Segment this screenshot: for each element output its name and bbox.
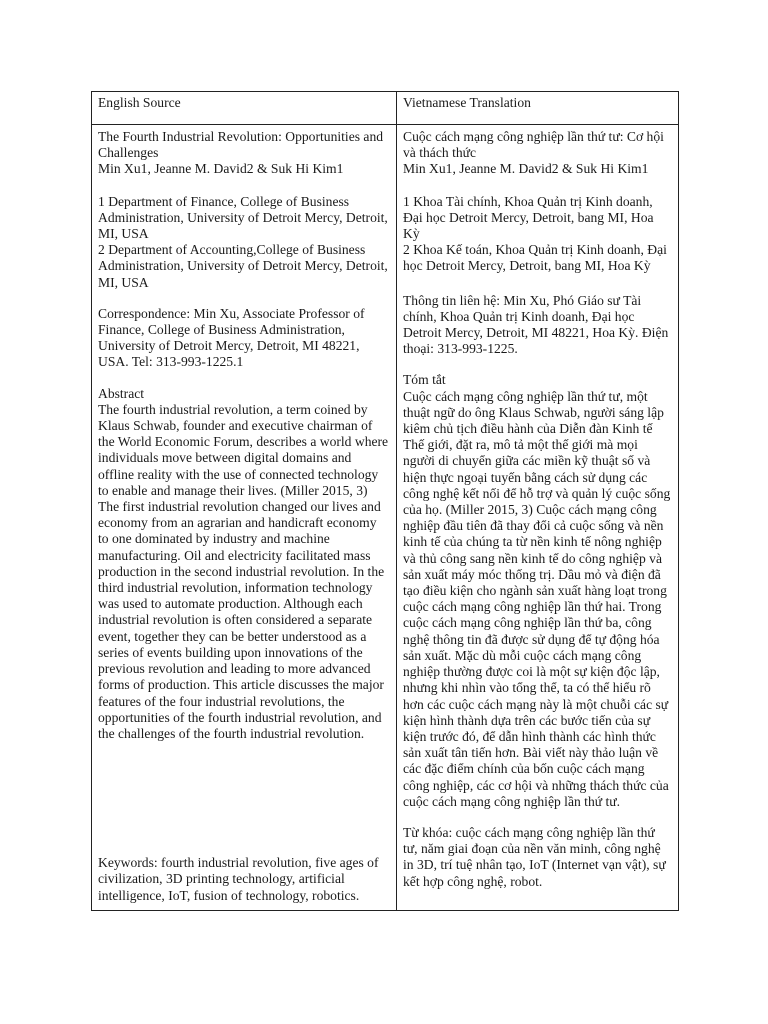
header-vietnamese-translation: Vietnamese Translation [403,95,531,110]
english-title: The Fourth Industrial Revolution: Opportunities and Challenges [98,129,384,161]
header-english-cell [92,92,397,125]
english-keywords: Keywords: fourth industrial revolution, five ages of civilization, 3D printing technology, artificial intelligence, IoT, fusion of technology, robotics. [98,855,379,903]
english-abstract-heading: Abstract [98,385,145,401]
english-affiliation-1: 1 Department of Finance, College of Business Administration, University of Detroit Mercy, Detroit, MI, USA [98,193,388,242]
vietnamese-abstract-heading: Tóm tắt [403,372,446,388]
header-vietnamese-cell [397,92,679,125]
english-abstract-body: The fourth industrial revolution, a term coined by Klaus Schwab, founder and executive chairman of the World Economic Forum, describes a world where individuals move between digital domains and offline reality with the use of connected technology to enable and manage their lives. (Miller 2015, 3) The first industrial revolution changed our lives and economy from an agrarian and handicraft economy to one dominated by industry and machine manufacturing. Oil and electricity facilitated mass production in the second industrial revolution. In the third industrial revolution, information technology was used to automate production. Although each industrial revolution is often considered a separate event, together they can be better understood as a series of events building upon innovations of the previous revolution and leading to more advanced forms of production. This article discusses the major features of the four industrial revolutions, the opportunities of the fourth industrial revolution, and the challenges of the fourth industrial revolution. [98,401,389,741]
header-english-source: English Source [98,95,181,110]
table-content-row [92,125,679,911]
vietnamese-authors: Min Xu1, Jeanne M. David2 & Suk Hi Kim1 [403,161,649,177]
vietnamese-translation-cell [397,125,679,911]
english-affiliation-2: 2 Department of Accounting,College of Business Administration, University of Detroit Mercy, Detroit, MI, USA [98,242,388,290]
vietnamese-keywords: Từ khóa: cuộc cách mạng công nghiệp lần thứ tư, năm giai đoạn của nền văn minh, công nghệ in 3D, trí tuệ nhân tạo, IoT (Internet vạn vật), sự kết hợp công nghệ, robot. [403,824,666,889]
vietnamese-title: Cuộc cách mạng công nghiệp lần thứ tư: Cơ hội và thách thức [403,129,664,161]
vietnamese-affiliation-1: 1 Khoa Tài chính, Khoa Quản trị Kinh doanh, Đại học Detroit Mercy, Detroit, bang MI, Hoa Kỳ [403,193,654,242]
english-authors: Min Xu1, Jeanne M. David2 & Suk Hi Kim1 [98,161,344,177]
english-source-cell [92,125,397,911]
english-correspondence: Correspondence: Min Xu, Associate Professor of Finance, College of Business Administration, University of Detroit Mercy, Detroit, MI 48221, USA. Tel: 313-993-1225.1 [98,305,365,370]
table-header-row [92,92,679,125]
vietnamese-abstract-body: Cuộc cách mạng công nghiệp lần thứ tư, một thuật ngữ do ông Klaus Schwab, người sáng lập kiêm chủ tịch điều hành của Diễn đàn Kinh tế Thế giới, đặt ra, mô tả một thế giới mà mọi người di chuyển giữa các miền kỹ thuật số và hiện thực ngoại tuyến bằng cách sử dụng các công nghệ kết nối để hỗ trợ và quản lý cuộc sống của họ. (Miller 2015, 3) Cuộc cách mạng công nghiệp đầu tiên đã thay đổi cả cuộc sống và nền kinh tế của chúng ta từ nền kinh tế nông nghiệp và thủ công sang nền kinh tế do công nghiệp và sản xuất máy móc thống trị. Dầu mỏ và điện đã tạo điều kiện cho ngành sản xuất hàng loạt trong cuộc cách mạng công nghiệp lần thứ hai. Trong cuộc cách mạng công nghiệp lần thứ ba, công nghệ thông tin đã được sử dụng để tự động hóa sản xuất. Mặc dù mỗi cuộc cách mạng công nghiệp thường được coi là một sự kiện độc lập, nhưng khi nhìn vào tổng thể, ta có thể hiểu rõ hơn các cuộc cách mạng này là một chuỗi các sự kiện hình thành dựa trên các bước tiến của sự kiện trước đó, để dẫn hình thành các hình thức sản xuất tân tiến hơn. Bài viết này thảo luận về các đặc điểm chính của bốn cuộc cách mạng công nghiệp, các cơ hội và những thách thức của cuộc cách mạng công nghiệp lần thứ tư. [403,388,671,809]
vietnamese-correspondence: Thông tin liên hệ: Min Xu, Phó Giáo sư Tài chính, Khoa Quản trị Kinh doanh, Đại học Detroit Mercy, Detroit, MI 48221, Hoa Kỳ. Điện thoại: 313-993-1225. [403,292,669,357]
translation-table [91,91,679,911]
vietnamese-affiliation-2: 2 Khoa Kế toán, Khoa Quản trị Kinh doanh, Đại học Detroit Mercy, Detroit, bang MI, Hoa Kỳ [403,242,667,274]
